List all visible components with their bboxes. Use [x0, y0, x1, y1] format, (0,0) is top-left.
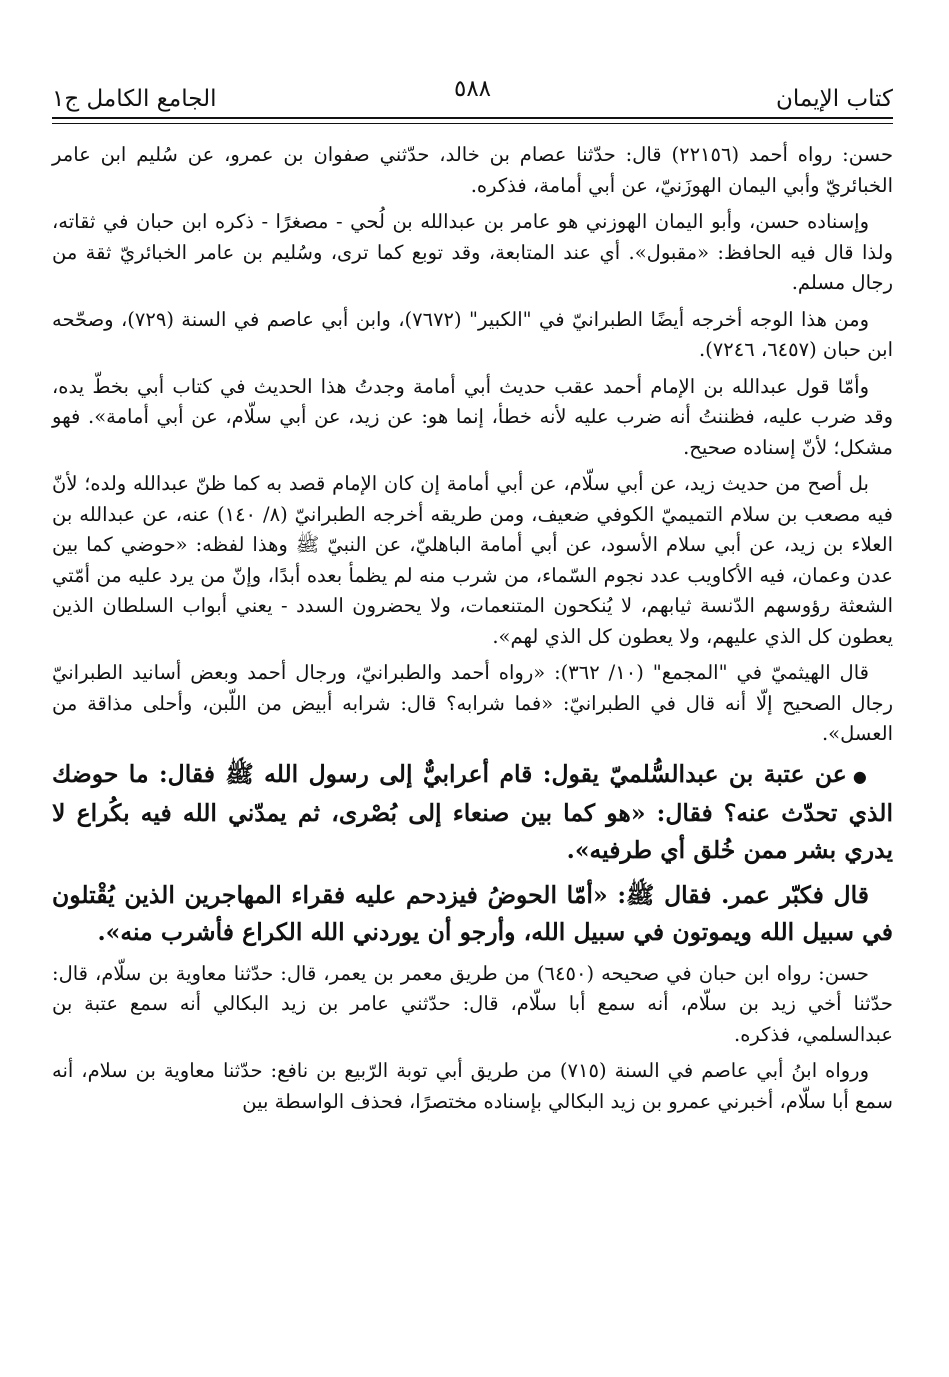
series-title: الجامع الكامل ج١ [52, 86, 217, 112]
paragraph-4: وأمّا قول عبدالله بن الإمام أحمد عقب حديث أبي أمامة وجدتُ هذا الحديث في كتاب أبي بخطّ يده، وقد ضرب عليه، فظننتُ أنه ضرب عليه لأنه خطأ، إنما هو: عن زيد، عن أبي سلّام، عن أبي أمامة». فهو مشكل؛ لأنّ إسناده صحيح. [52, 374, 893, 459]
header-rule-thick [52, 117, 893, 119]
hadith-paragraph-2: قال فكبّر عمر. فقال ﷺ: «أمّا الحوضُ فيزدحم عليه فقراء المهاجرين الذين يُقْتلون في سبيل الله ويموتون في سبيل الله، وأرجو أن يوردني الله الكراع فأشرب منه». [52, 880, 893, 946]
hadith-paragraph-1: ●عن عتبة بن عبدالسُّلميّ يقول: قام أعرابيٌّ إلى رسول الله ﷺ فقال: ما حوضك الذي تحدّث عنه؟ فقال: «هو كما بين صنعاء إلى بُصْرى، ثم يمدّني الله فيه بكُراع لا يدري بشر ممن خُلق أي طرفيه». [52, 759, 893, 864]
header-rule-thin [52, 123, 893, 124]
paragraph-6: قال الهيثميّ في "المجمع" (١٠/ ٣٦٢): «رواه أحمد والطبرانيّ، ورجال أحمد وبعض أسانيد الطبرانيّ رجال الصحيح إلّا أنه قال في الطبرانيّ: «فما شرابه؟ قال: شرابه أبيض من اللّبن، وأحلى مذاقة من العسل». [52, 661, 893, 745]
book-title: كتاب الإيمان [776, 86, 893, 112]
page-number: ٥٨٨ [453, 76, 492, 102]
paragraph-10: ورواه ابنُ أبي عاصم في السنة (٧١٥) من طريق أبي توبة الرّبيع بن نافع: حدّثنا معاوية بن سلام، أنه سمع أبا سلّام، أخبرني عمرو بن زيد البكالي بإسناده مختصرًا، فحذف الواسطة بين [52, 1059, 893, 1113]
paragraph-5: بل أصح من حديث زيد، عن أبي سلّام، عن أبي أمامة إن كان الإمام قصد به كما ظنّ عبدالله ولده؛ لأنّ فيه مصعب بن سلام التميميّ الكوفي ضعيف، ومن طريقه أخرجه الطبرانيّ (٨/ ١٤٠) عنه، عن عبدالله بن العلاء بن زيد، عن أبي سلام الأسود، عن أبي أمامة الباهليّ، عن النبيّ ﷺ وهذا لفظه: «حوضي كما بين عدن وعمان، فيه الأكاويب عدد نجوم السّماء، من شرب منه لم يظمأ بعده أبدًا، وإنّ من يرد عليه من أمّتي الشعثة رؤوسهم الدّنسة ثيابهم، لا يُنكحون المتنعمات، ولا يحضرون السدد - يعني أبواب السلطان الذين يعطون كل الذي عليهم، ولا يعطون كل الذي لهم». [52, 472, 893, 648]
page-body [52, 140, 893, 1123]
paragraph-2: وإسناده حسن، وأبو اليمان الهوزني هو عامر بن عبدالله بن لُحي - مصغرًا - ذكره ابن حبان في ثقاته، ولذا قال فيه الحافظ: «مقبول». أي عند المتابعة، وقد توبع كما ترى، وسُليم بن عامر الخبائريّ ثقة من رجال مسلم. [52, 210, 893, 294]
page-header [52, 76, 893, 112]
bullet-icon: ● [852, 766, 869, 786]
paragraph-1: حسن: رواه أحمد (٢٢١٥٦) قال: حدّثنا عصام بن خالد، حدّثني صفوان بن عمرو، عن سُليم ابن عامر الخبائريّ وأبي اليمان الهوزَنيّ، عن أبي أمامة، فذكره. [52, 143, 894, 197]
paragraph-3: ومن هذا الوجه أخرجه أيضًا الطبرانيّ في "الكبير" (٧٦٧٢)، وابن أبي عاصم في السنة (٧٢٩)، وصحّحه ابن حبان (٦٤٥٧، ٧٢٤٦). [52, 307, 893, 361]
paragraph-9: حسن: رواه ابن حبان في صحيحه (٦٤٥٠) من طريق معمر بن يعمر، قال: حدّثنا معاوية بن سلّام، قال: حدّثنا أخي زيد بن سلّام، أنه سمع أبا سلّام، قال: حدّثني عامر بن زيد البكالي أنه سمع عتبة بن عبدالسلمي، فذكره. [52, 961, 893, 1046]
